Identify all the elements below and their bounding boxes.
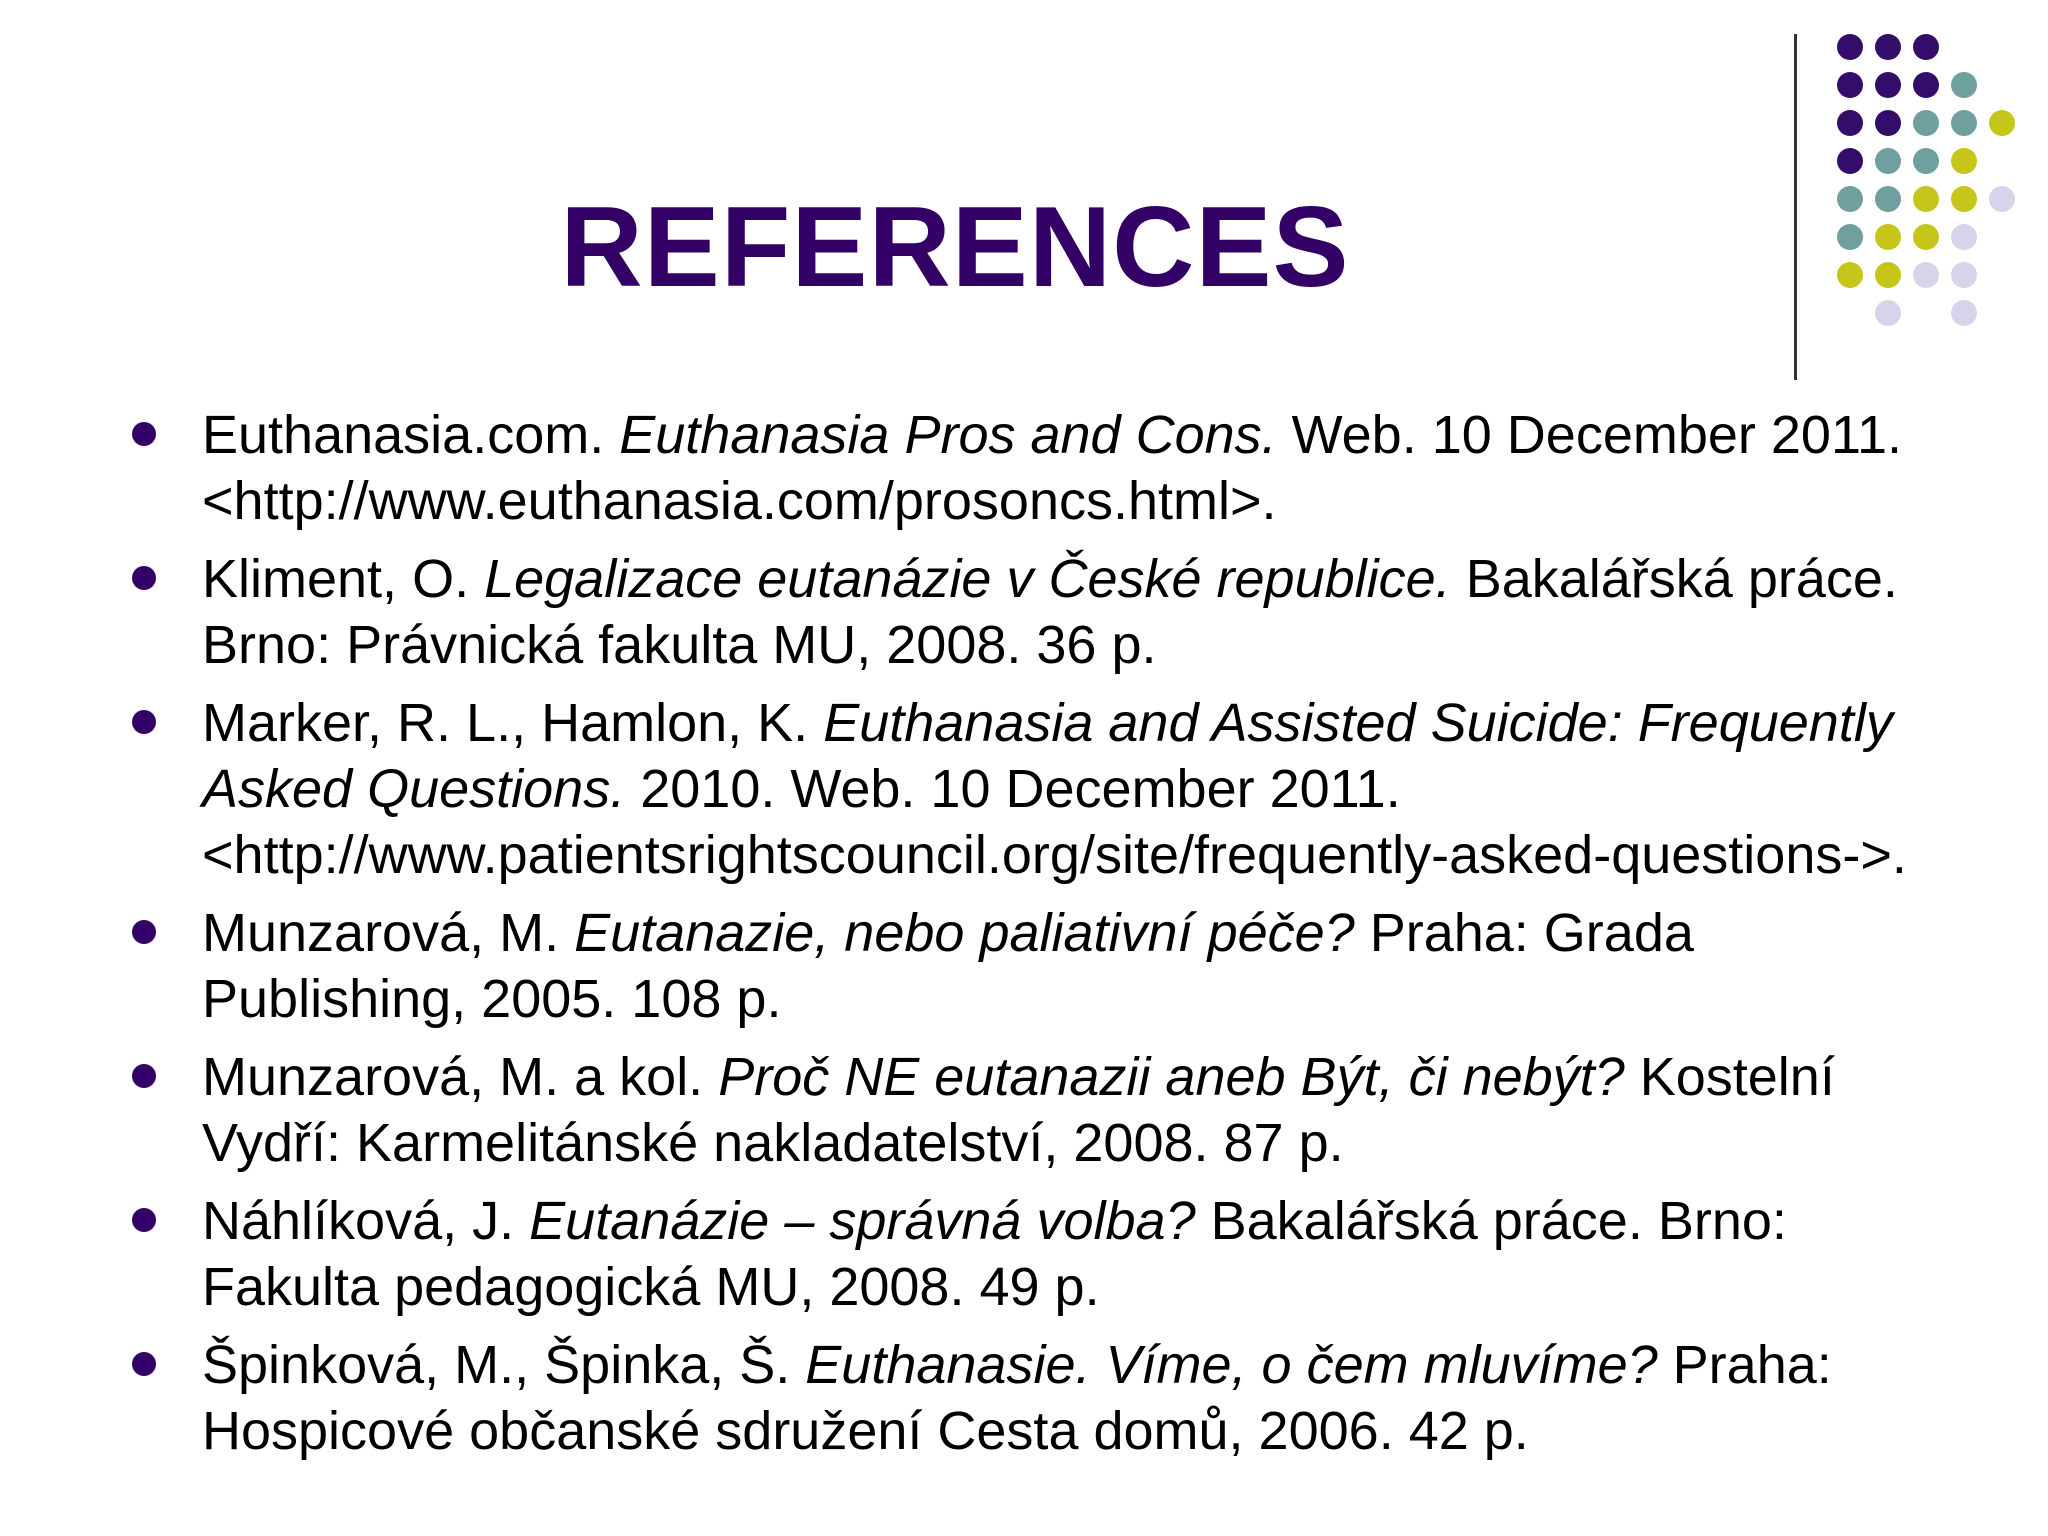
decorative-dot (1837, 34, 1863, 60)
decorative-dot (1837, 148, 1863, 174)
decorative-dot (1837, 72, 1863, 98)
reference-title: Eutanazie, nebo paliativní péče? (574, 903, 1355, 963)
reference-title: Euthanasia and Assisted Suicide: Frequently Asked Questions. (202, 693, 1893, 819)
reference-item (132, 1188, 1952, 1320)
decorative-dot (1875, 110, 1901, 136)
reference-author: Špinková, M., Špinka, Š. (202, 1335, 806, 1395)
decorative-dot (1951, 72, 1977, 98)
decorative-dot (1837, 110, 1863, 136)
reference-list (132, 402, 1952, 1476)
decorative-dot (1989, 186, 2015, 212)
decorative-dot (1913, 186, 1939, 212)
reference-item (132, 1044, 1952, 1176)
reference-details: Praha: Grada Publishing, 2005. 108 p. (202, 903, 1694, 1029)
bullet-icon (132, 1064, 156, 1088)
reference-details: Web. 10 December 2011. <http://www.euthanasia.com/prosoncs.html>. (202, 405, 1903, 531)
decorative-dot (1951, 262, 1977, 288)
decorative-dot (1951, 110, 1977, 136)
decorative-dot (1875, 148, 1901, 174)
reference-title: Eutanázie – správná volba? (529, 1191, 1196, 1251)
reference-item (132, 900, 1952, 1032)
reference-item (132, 546, 1952, 678)
reference-item (132, 690, 1952, 888)
decorative-dot (1913, 110, 1939, 136)
decorative-dot (1875, 34, 1901, 60)
reference-details: Bakalářská práce. Brno: Fakulta pedagogická MU, 2008. 49 p. (202, 1191, 1787, 1317)
reference-author: Euthanasia.com. (202, 405, 620, 465)
reference-details: Praha: Hospicové občanské sdružení Cesta domů, 2006. 42 p. (202, 1335, 1832, 1461)
decorative-dot (1951, 186, 1977, 212)
decorative-dot (1913, 224, 1939, 250)
decorative-dot (1951, 300, 1977, 326)
reference-details: Bakalářská práce. Brno: Právnická fakulta MU, 2008. 36 p. (202, 549, 1898, 675)
reference-title: Euthanasie. Víme, o čem mluvíme? (805, 1335, 1658, 1395)
reference-item (132, 1332, 1952, 1464)
decorative-dot (1913, 148, 1939, 174)
bullet-icon (132, 1208, 156, 1232)
decorative-dot (1951, 224, 1977, 250)
decorative-dot (1913, 262, 1939, 288)
reference-author: Marker, R. L., Hamlon, K. (202, 693, 824, 753)
reference-author: Munzarová, M. a kol. (202, 1047, 719, 1107)
decorative-dot (1913, 34, 1939, 60)
reference-item (132, 402, 1952, 534)
bullet-icon (132, 710, 156, 734)
bullet-icon (132, 422, 156, 446)
reference-details: Kostelní Vydří: Karmelitánské nakladatelství, 2008. 87 p. (202, 1047, 1835, 1173)
reference-author: Kliment, O. (202, 549, 485, 609)
bullet-icon (132, 566, 156, 590)
reference-details: 2010. Web. 10 December 2011. <http://www.patientsrightscouncil.org/site/frequently-asked-questions->. (202, 759, 1907, 885)
decorative-dot (1913, 72, 1939, 98)
reference-title: Legalizace eutanázie v České republice. (484, 549, 1451, 609)
bullet-icon (132, 920, 156, 944)
decorative-dot (1989, 110, 2015, 136)
decorative-dot (1951, 148, 1977, 174)
slide-title: REFERENCES (560, 184, 1350, 311)
reference-title: Euthanasia Pros and Cons. (619, 405, 1277, 465)
reference-title: Proč NE eutanazii aneb Být, či nebýt? (718, 1047, 1625, 1107)
bullet-icon (132, 1352, 156, 1376)
reference-author: Munzarová, M. (202, 903, 575, 963)
reference-author: Náhlíková, J. (202, 1191, 530, 1251)
decorative-dot (1875, 72, 1901, 98)
